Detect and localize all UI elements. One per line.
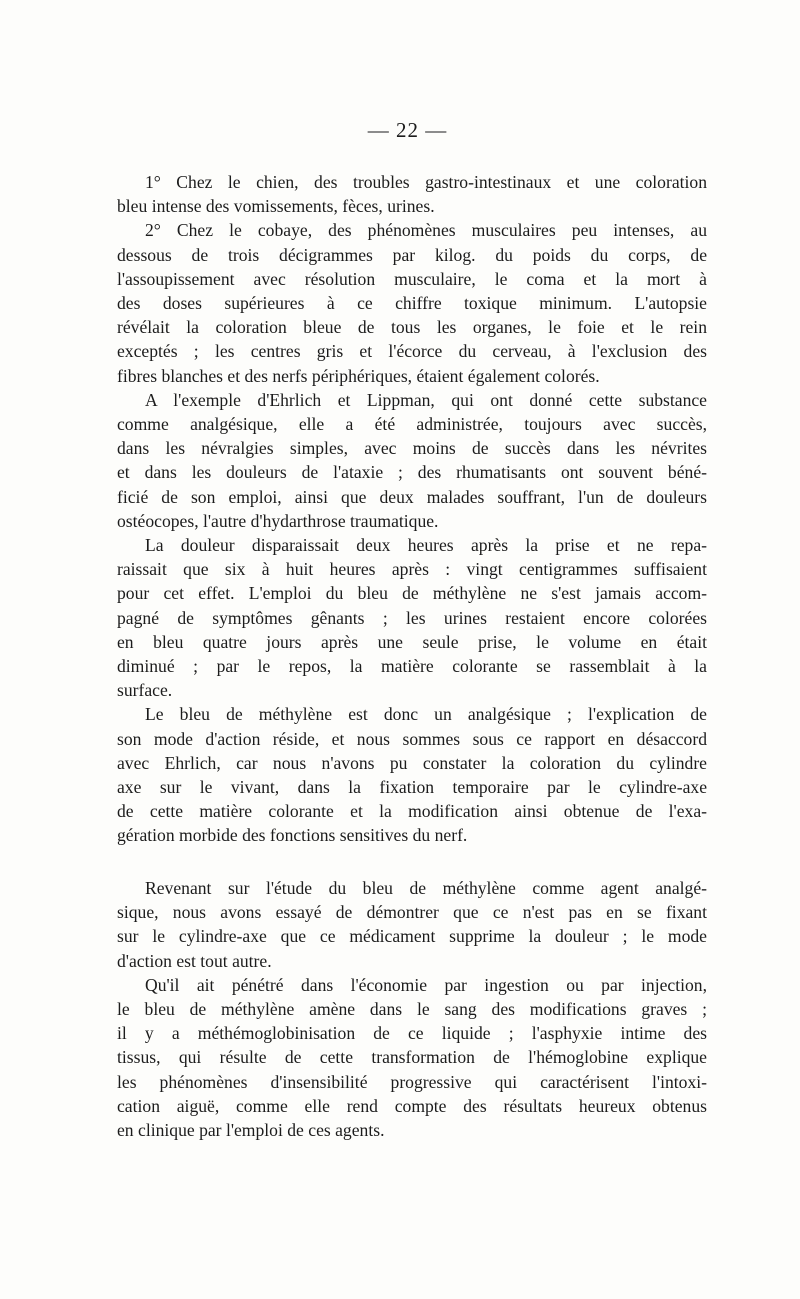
text-line: Le bleu de méthylène est donc un analgésique ; l'explication de — [145, 704, 707, 725]
text-line: fibres blanches et des nerfs périphériques, étaient également colorés. — [117, 365, 600, 386]
text-line: Qu'il ait pénétré dans l'économie par ingestion ou par injection, — [145, 974, 707, 995]
text-line: Revenant sur l'étude du bleu de méthylène comme agent analgé- — [145, 878, 707, 898]
paragraph-ehrlich-lippman — [117, 388, 707, 533]
text-line: il y a méthémoglobinisation de ce liquide ; l'asphyxie intime des — [117, 1023, 707, 1044]
text-line: avec Ehrlich, car nous n'avons pu constater la coloration du cylindre — [117, 752, 707, 773]
text-line: axe sur le vivant, dans la fixation temporaire par le cylindre-axe — [117, 777, 707, 798]
text-line: raissait que six à huit heures après : vingt centigrammes suffisaient — [117, 559, 707, 580]
text-line: 2° Chez le cobaye, des phénomènes musculaires peu intenses, au — [145, 220, 707, 241]
text-line: pour cet effet. L'emploi du bleu de méthylène ne s'est jamais accom- — [117, 583, 707, 604]
text-line: tissus, qui résulte de cette transformation de l'hémoglobine explique — [117, 1047, 707, 1068]
text-line: exceptés ; les centres gris et l'écorce du cerveau, à l'exclusion des — [117, 341, 707, 362]
text-line: sique, nous avons essayé de démontrer que ce n'est pas en se fixant — [117, 902, 707, 923]
text-line: l'assoupissement avec résolution musculaire, le coma et la mort à — [117, 268, 707, 289]
paragraph-pain-relief — [117, 533, 707, 702]
text-line: de cette matière colorante et la modification ainsi obtenue de l'exa- — [117, 801, 707, 822]
text-line: A l'exemple d'Ehrlich et Lippman, qui ont donné cette substance — [145, 389, 707, 410]
text-line: dans les névralgies simples, avec moins de succès dans les névrites — [117, 438, 707, 459]
text-line: gération morbide des fonctions sensitives du nerf. — [117, 825, 468, 846]
text-line: les phénomènes d'insensibilité progressive qui caractérisent l'intoxi- — [117, 1071, 707, 1092]
text-line: bleu intense des vomissements, fèces, urines. — [117, 196, 435, 217]
paragraph-analgesic-mode — [117, 702, 707, 847]
text-section-top — [117, 170, 707, 848]
text-line: dessous de trois décigrammes par kilog. du poids du corps, de — [117, 244, 707, 265]
text-line: 1° Chez le chien, des troubles gastro-intestinaux et une coloration — [145, 172, 707, 192]
text-line: pagné de symptômes gênants ; les urines restaient encore colorées — [117, 607, 707, 628]
text-line: en bleu quatre jours après une seule prise, le volume en était — [117, 631, 707, 652]
text-line: en clinique par l'emploi de ces agents. — [117, 1120, 385, 1141]
text-section-bottom — [117, 876, 707, 1142]
text-line: d'action est tout autre. — [117, 950, 272, 971]
text-line: et dans les douleurs de l'ataxie ; des rhumatisants ont souvent béné- — [117, 462, 707, 483]
text-line: le bleu de méthylène amène dans le sang des modifications graves ; — [117, 999, 707, 1020]
paragraph-revenant — [117, 876, 707, 973]
text-line: comme analgésique, elle a été administrée, toujours avec succès, — [117, 414, 707, 435]
paragraph-methemoglobin — [117, 973, 707, 1142]
page-number: — 22 — — [367, 118, 448, 142]
text-line: ostéocopes, l'autre d'hydarthrose traumatique. — [117, 510, 439, 531]
text-line: surface. — [117, 680, 173, 701]
text-line: sur le cylindre-axe que ce médicament supprime la douleur ; le mode — [117, 926, 707, 947]
text-line: La douleur disparaissait deux heures après la prise et ne repa- — [145, 535, 707, 556]
text-line: ficié de son emploi, ainsi que deux malades souffrant, l'un de douleurs — [117, 486, 707, 507]
paragraph-dog-symptoms — [117, 170, 707, 218]
text-line: des doses supérieures à ce chiffre toxique minimum. L'autopsie — [117, 293, 707, 314]
paragraph-guinea-pig-symptoms — [117, 218, 707, 387]
text-line: son mode d'action réside, et nous sommes sous ce rapport en désaccord — [117, 728, 707, 749]
text-line: cation aiguë, comme elle rend compte des résultats heureux obtenus — [117, 1095, 707, 1116]
text-line: révélait la coloration bleue de tous les organes, le foie et le rein — [117, 317, 707, 338]
text-line: diminué ; par le repos, la matière colorante se rassemblait à la — [117, 656, 707, 677]
